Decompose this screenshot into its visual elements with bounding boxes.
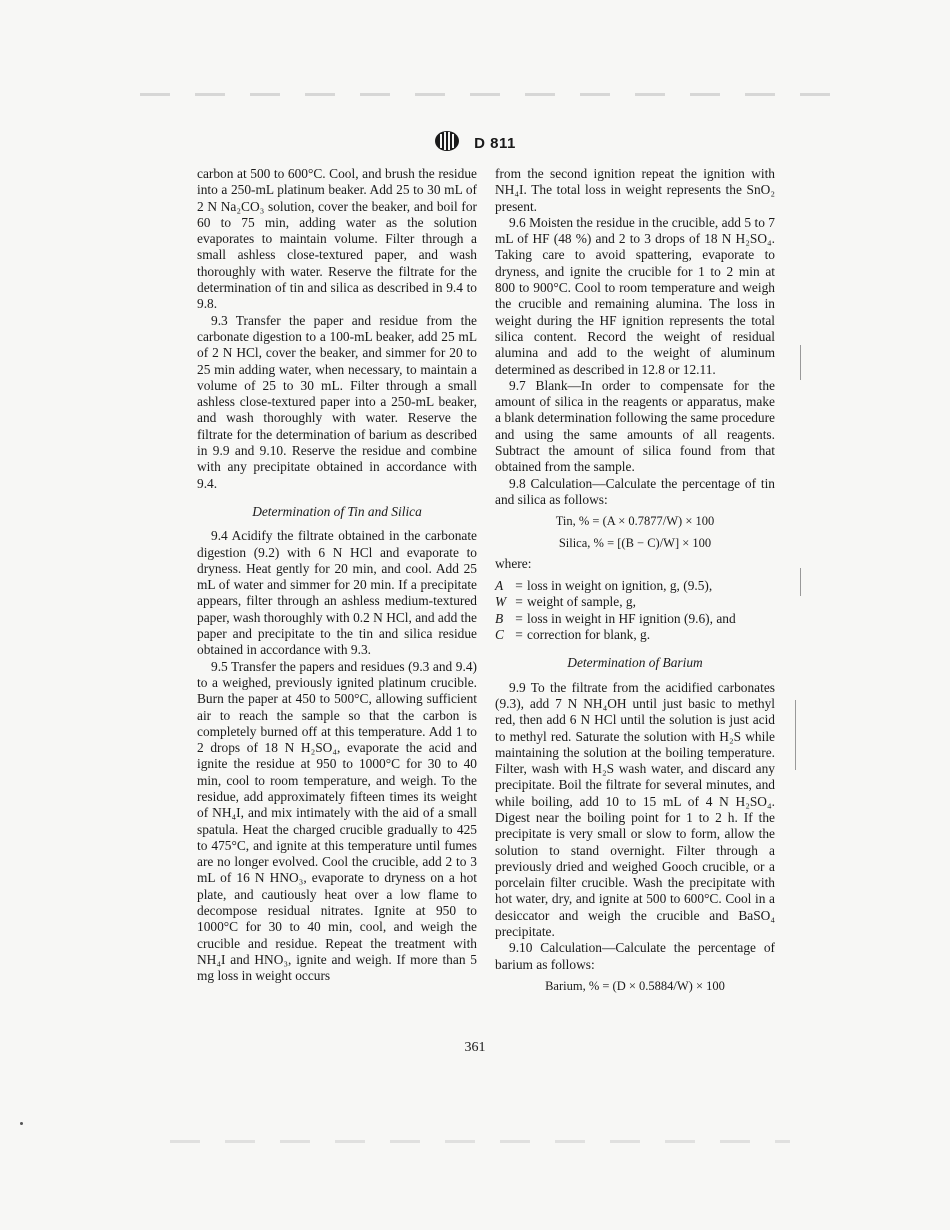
margin-mark <box>795 700 796 770</box>
definition-symbol: C <box>495 627 504 643</box>
page-header <box>0 130 950 157</box>
definition-symbol: A <box>495 578 504 594</box>
paragraph: 9.3 Transfer the paper and residue from the carbonate digestion to a 100-mL beaker, add 25 mL of 2 N HCl, cover the beaker, and simmer for 20 to 25 min adding water, when necessary, to maintain a volume of 25 to 30 mL. Filter through a small ashless close-textured paper into a 250-mL beaker, and wash thoroughly with water. Reserve the filtrate for the determination of barium as described in 9.9 and 9.10. Reserve the residue and combine with any precipitate obtained in accordance with 9.4. <box>197 312 477 491</box>
paragraph: from the second ignition repeat the ignition with NH₄I. The total loss in weight represents the SnO₂ present. <box>495 166 775 214</box>
definition-text: correction for blank, g. <box>527 627 651 643</box>
paragraph: 9.4 Acidify the filtrate obtained in the carbonate digestion (9.2) with 6 N HCl and evaporate to dryness. Heat gently for 20 min, and cool. Add 25 mL of water and simmer for 20 min. If a precipitate appears, filter through an ashless medium-textured paper, wash thoroughly with 0.2 N HCl, and add the paper and precipitate to the tin and silica residue obtained in accordance with 9.3. <box>197 528 477 658</box>
definition-text: loss in weight in HF ignition (9.6), and <box>527 610 736 626</box>
definition-row: B = loss in weight in HF ignition (9.6), and <box>495 611 775 627</box>
paragraph: carbon at 500 to 600°C. Cool, and brush the residue into a 250-mL platinum beaker. Add 25 to 30 mL of 2 N Na₂CO₃ solution, cover the beaker, and boil for 60 to 75 min, adding water as the solution evaporates to maintain volume. Filter through a small ashless close-textured paper, and wash thoroughly with water. Reserve the filtrate for the determination of tin and silica as described in 9.4 to 9.8. <box>197 166 477 312</box>
scan-artifact-top <box>140 93 840 96</box>
paragraph: 9.10 Calculation—Calculate the percentage of barium as follows: <box>495 940 775 972</box>
page-number: 361 <box>464 1040 486 1055</box>
paragraph: 9.5 Transfer the papers and residues (9.3 and 9.4) to a weighed, previously ignited platinum crucible. Burn the paper at 450 to 500°C, allowing sufficient air to reach the sample so that the carbon is completely burned off at this temperature. Add 1 to 2 drops of 18 N H₂SO₄, evaporate the acid and ignite the residue at 950 to 1000°C for 30 to 40 min, cool to room temperature, and weigh. To the residue, add approximately fifteen times its weight of NH₄I, and mix intimately with the aid of a small spatula. Heat the charged crucible gradually to 425 to 475°C, and ignite at this temperature until fumes are no longer evolved. Cool the crucible, add 2 to 3 mL of 16 N HNO₃, evaporate to dryness on a hot plate, and cautiously heat over a low flame to decompose residual nitrates. Ignite at 950 to 1000°C for 30 to 40 min, cool, and weigh the crucible and residue. Repeat the treatment with NH₄I and HNO₃, ignite and weigh. If more than 5 mg loss in weight occurs <box>197 658 477 984</box>
formula-silica: Silica, % = [(B − C)/W] × 100 <box>558 535 712 550</box>
variable-definitions <box>495 578 775 643</box>
paragraph: 9.7 Blank—In order to compensate for the amount of silica in the reagents or apparatus, make a blank determination following the same procedure and using the same amounts of all reagents. Subtract the amount of silica found from that obtained from the sample. <box>495 377 775 475</box>
formula-barium: Barium, % = (D × 0.5884/W) × 100 <box>545 978 725 993</box>
scan-artifact-bottom <box>170 1140 790 1143</box>
definition-row: A = loss in weight on ignition, g, (9.5), <box>495 578 775 594</box>
margin-mark <box>800 345 801 380</box>
definition-text: weight of sample, g, <box>527 594 636 610</box>
formula-tin: Tin, % = (A × 0.7877/W) × 100 <box>555 514 715 529</box>
astm-logo-icon <box>434 130 460 157</box>
definition-row: W = weight of sample, g, <box>495 594 775 610</box>
section-heading: Determination of Barium <box>567 655 703 671</box>
definition-row: C = correction for blank, g. <box>495 627 775 643</box>
where-label: where: <box>495 555 532 571</box>
left-column <box>197 166 477 985</box>
paragraph: 9.9 To the filtrate from the acidified carbonates (9.3), add 7 N NH₄OH until just basic to methyl red, then add 6 N HCl until the solution is just acid to methyl red. Saturate the solution with H₂S while maintaining the solution at the boiling temperature. Filter, wash with H₂S wash water, and discard any precipitate. Boil the filtrate for several minutes, and while boiling, add 10 to 15 mL of 4 N H₂SO₄. Digest near the boiling point for 1 to 2 h. If the precipitate is very small or slow to form, allow the solution to stand overnight. Filter through a previously dried and weighed Gooch crucible, or a porcelain filter crucible. Wash the precipitate with hot water, dry, and ignite at 500 to 600°C. Cool in a desiccator and weigh the crucible and BaSO₄ precipitate. <box>495 679 775 940</box>
paragraph: 9.8 Calculation—Calculate the percentage of tin and silica as follows: <box>495 475 775 507</box>
margin-mark <box>800 568 801 596</box>
definition-symbol: B <box>495 610 504 626</box>
section-heading: Determination of Tin and Silica <box>252 503 422 519</box>
paragraph: 9.6 Moisten the residue in the crucible, add 5 to 7 mL of HF (48 %) and 2 to 3 drops of 18 N H₂SO₄. Taking care to avoid spattering, evaporate to dryness, and ignite the crucible for 1 to 2 min at 800 to 900°C. Cool to room temperature and weigh the crucible and remaining alumina. The loss in weight during the HF ignition represents the total silica content. Record the weight of residual alumina and add to the weight of aluminum determined as described in 12.8 or 12.11. <box>495 214 775 377</box>
standard-designation: D 811 <box>474 135 516 152</box>
scan-speck <box>20 1122 23 1125</box>
right-column <box>495 166 775 999</box>
definition-symbol: W <box>495 594 507 610</box>
definition-text: loss in weight on ignition, g, (9.5), <box>527 578 713 594</box>
